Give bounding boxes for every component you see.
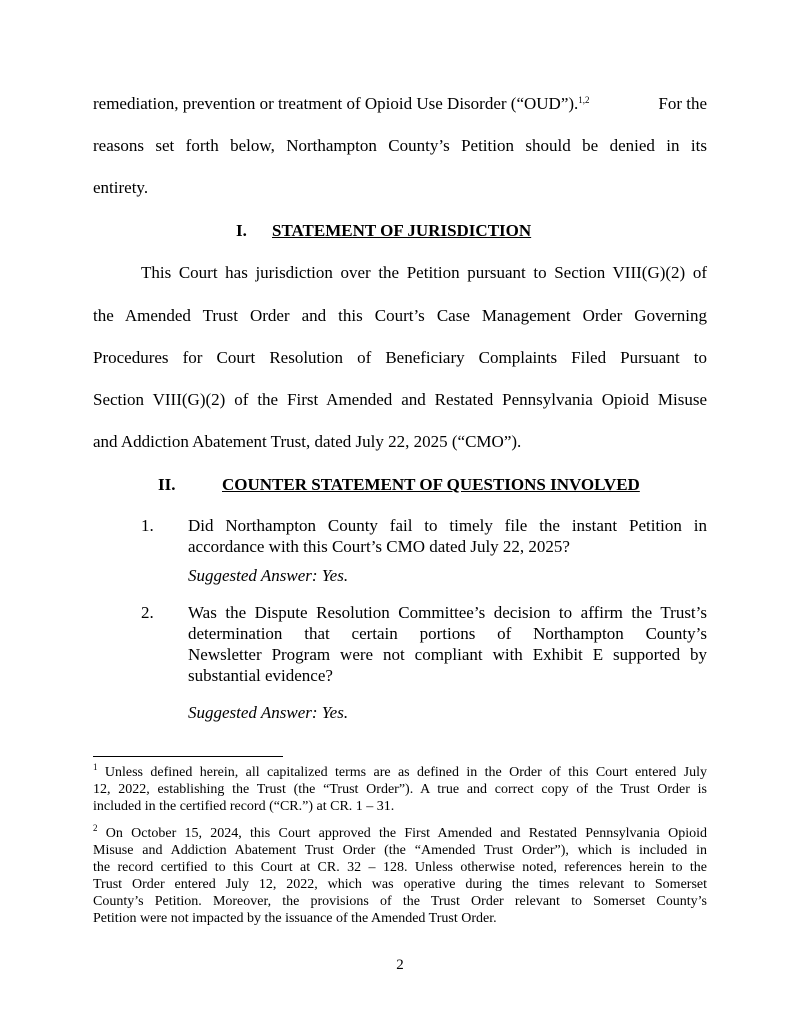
question-2-number: 2. — [141, 603, 154, 622]
footnote-line: Misuse and Addiction Abatement Trust Order (the “Amended Trust Order”), which is included in — [93, 843, 707, 858]
intro-tail: For the — [658, 94, 707, 113]
section-2-number: II. — [158, 475, 176, 494]
jurisdiction-line: and Addiction Abatement Trust, dated July 22, 2025 (“CMO”). — [93, 432, 522, 451]
footnote-line: Petition were not impacted by the issuance of the Amended Trust Order. — [93, 911, 497, 926]
question-2-line: substantial evidence? — [188, 666, 333, 685]
question-2-line: Was the Dispute Resolution Committee’s decision to affirm the Trust’s — [188, 603, 707, 622]
jurisdiction-line: the Amended Trust Order and this Court’s Case Management Order Governing — [93, 306, 707, 325]
footnote-line: Unless defined herein, all capitalized terms are as defined in the Order of this Court entered July — [104, 765, 708, 780]
footnote-line: On October 15, 2024, this Court approved the First Amended and Restated Pennsylvania Opioid — [105, 826, 707, 841]
footnote-ref: 1,2 — [578, 95, 590, 105]
intro-line-3: entirety. — [93, 178, 149, 197]
footnote-1 — [93, 764, 707, 815]
jurisdiction-line: Section VIII(G)(2) of the First Amended and Restated Pennsylvania Opioid Misuse — [93, 390, 707, 409]
intro-text: remediation, prevention or treatment of Opioid Use Disorder (“OUD”). — [93, 94, 579, 113]
question-2-line: determination that certain portions of Northampton County’s — [188, 624, 707, 643]
jurisdiction-line: This Court has jurisdiction over the Petition pursuant to Section VIII(G)(2) of — [141, 263, 707, 282]
section-1-heading: STATEMENT OF JURISDICTION — [272, 221, 532, 240]
section-1-number: I. — [236, 221, 247, 240]
answer-text: Suggested Answer: Yes. — [188, 566, 349, 585]
footnote-separator — [93, 756, 283, 757]
footnote-line: Trust Order entered July 12, 2022, which was operative during the times relevant to Somerset — [93, 877, 707, 892]
intro-line-1 — [93, 94, 707, 114]
question-1-line: accordance with this Court’s CMO dated July 22, 2025? — [188, 537, 570, 556]
footnote-line: included in the certified record (“CR.”) at CR. 1 – 31. — [93, 799, 395, 814]
footnote-2 — [93, 825, 707, 927]
question-2-line: Newsletter Program were not compliant with Exhibit E supported by — [188, 645, 707, 664]
question-1-number: 1. — [141, 516, 154, 535]
footnote-mark: 1 — [93, 762, 98, 772]
question-2-answer — [188, 703, 348, 723]
section-2-heading: COUNTER STATEMENT OF QUESTIONS INVOLVED — [222, 475, 640, 494]
question-1-line: Did Northampton County fail to timely file the instant Petition in — [188, 516, 707, 535]
page-number: 2 — [396, 957, 404, 973]
jurisdiction-line: Procedures for Court Resolution of Beneficiary Complaints Filed Pursuant to — [93, 348, 707, 367]
intro-line-2: reasons set forth below, Northampton County’s Petition should be denied in its — [93, 136, 707, 155]
footnote-line: the record certified to this Court at CR. 32 – 128. Unless otherwise noted, references herein to the — [93, 860, 707, 875]
answer-text: Suggested Answer: Yes. — [188, 703, 349, 722]
question-1-answer — [188, 566, 348, 586]
footnote-mark: 2 — [93, 823, 98, 833]
footnote-line: County’s Petition. Moreover, the provisions of the Trust Order relevant to Somerset County’s — [93, 894, 707, 909]
footnote-line: 12, 2022, establishing the Trust (the “Trust Order”). A true and correct copy of the Trust Order is — [93, 782, 707, 797]
